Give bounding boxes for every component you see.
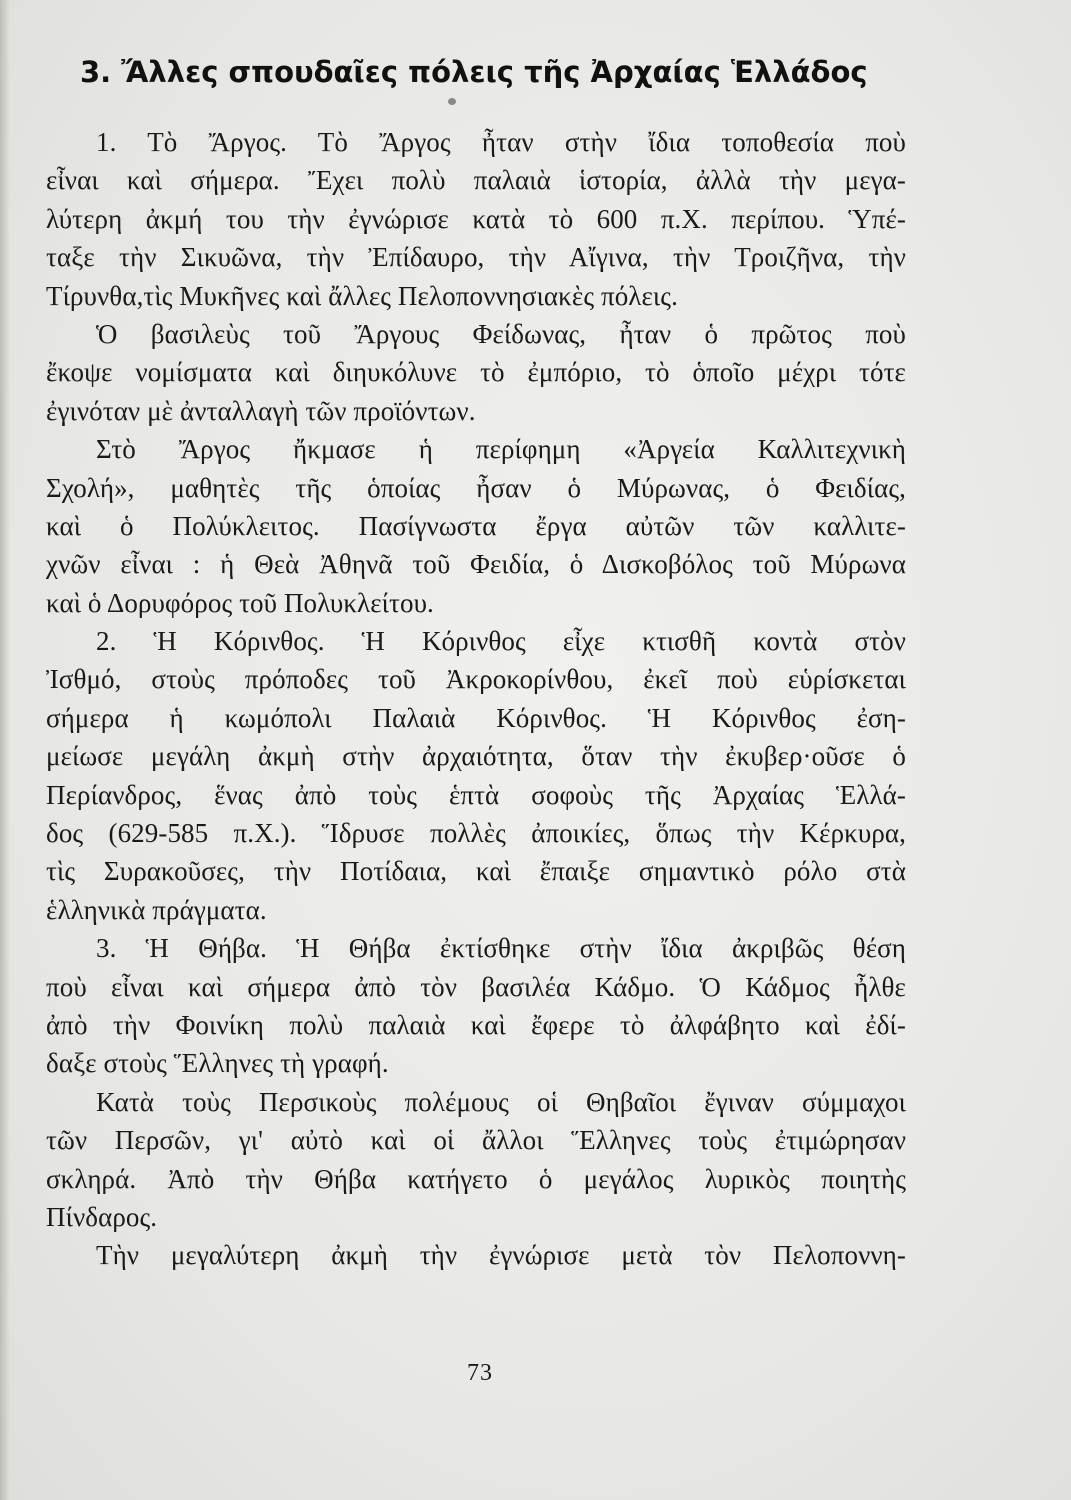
text-line: Περίανδρος, ἕνας ἀπὸ τοὺς ἑπτὰ σοφοὺς τῆς Ἀρχαίας Ἑλλά- <box>46 779 906 810</box>
text-line: 3. Ἡ Θήβα. Ἡ Θήβα ἐκτίσθηκε στὴν ἴδια ἀκριβῶς θέση <box>96 933 906 964</box>
text-line: σκληρά. Ἀπὸ τὴν Θήβα κατήγετο ὁ μεγάλος λυρικὸς ποιητὴς <box>46 1163 906 1194</box>
text-line: 1. Τὸ Ἄργος. Τὸ Ἄργος ἦταν στὴν ἴδια τοποθεσία ποὺ <box>96 127 906 157</box>
text-line: καὶ ὁ Δορυφόρος τοῦ Πολυκλείτου. <box>46 587 434 618</box>
text-line: 2. Ἡ Κόρινθος. Ἡ Κόρινθος εἶχε κτισθῆ κοντὰ στὸν <box>96 626 906 657</box>
text-line: Σχολή», μαθητὲς τῆς ὁποίας ἦσαν ὁ Μύρωνας, ὁ Φειδίας, <box>46 472 906 503</box>
text-line: Ὁ βασιλεὺς τοῦ Ἄργους Φείδωνας, ἦταν ὁ πρῶτος ποὺ <box>96 318 906 349</box>
text-line: ἀπὸ τὴν Φοινίκη πολὺ παλαιὰ καὶ ἔφερε τὸ ἀλφάβητο καὶ ἐδί- <box>46 1009 906 1040</box>
binding-shadow <box>0 0 10 1500</box>
text-line: δος (629-585 π.Χ.). Ἵδρυσε πολλὲς ἀποικίες, ὅπως τὴν Κέρκυρα, <box>46 818 906 849</box>
text-line: Στὸ Ἄργος ἤκμασε ἡ περίφημη «Ἀργεία Καλλιτεχνικὴ <box>96 434 906 465</box>
text-line: εἶναι καὶ σήμερα. Ἔχει πολὺ παλαιὰ ἱστορία, ἀλλὰ τὴν μεγα- <box>46 165 906 196</box>
text-line: Τίρυνθα,τὶς Μυκῆνες καὶ ἄλλες Πελοποννησιακὲς πόλεις. <box>46 280 678 311</box>
text-line: σήμερα ἡ κωμόπολι Παλαιὰ Κόρινθος. Ἡ Κόρινθος ἐση- <box>46 702 906 733</box>
text-line: ποὺ εἶναι καὶ σήμερα ἀπὸ τὸν βασιλέα Κάδμο. Ὁ Κάδμος ἦλθε <box>46 971 906 1002</box>
text-line: ταξε τὴν Σικυῶνα, τὴν Ἐπίδαυρο, τὴν Αἴγινα, τὴν Τροιζῆνα, τὴν <box>46 242 906 273</box>
text-line: ἔκοψε νομίσματα καὶ διηυκόλυνε τὸ ἐμπόριο, τὸ ὁποῖο μέχρι τότε <box>46 357 906 388</box>
ink-spot <box>448 98 456 105</box>
text-line: δαξε στοὺς Ἕλληνες τὴ γραφή. <box>46 1048 389 1079</box>
text-line: χνῶν εἶναι : ἡ Θεὰ Ἀθηνᾶ τοῦ Φειδία, ὁ Δισκοβόλος τοῦ Μύρωνα <box>46 549 906 580</box>
body-text <box>46 123 906 1275</box>
text-line: ἐγινόταν μὲ ἀνταλλαγὴ τῶν προϊόντων. <box>46 395 476 426</box>
page-number: 73 <box>467 1360 493 1386</box>
text-line: μείωσε μεγάλη ἀκμὴ στὴν ἀρχαιότητα, ὅταν τὴν ἐκυβερ·οῦσε ὁ <box>46 741 906 772</box>
text-line: Ἰσθμό, στοὺς πρόποδες τοῦ Ἀκροκορίνθου, ἐκεῖ ποὺ εὑρίσκεται <box>46 664 906 695</box>
section-heading: 3. Ἄλλες σπουδαῖες πόλεις τῆς Ἀρχαίας Ἑλλάδος <box>80 55 868 89</box>
text-line: λύτερη ἀκμή του τὴν ἐγνώρισε κατὰ τὸ 600 π.Χ. περίπου. Ὑπέ- <box>46 203 906 234</box>
text-line: τῶν Περσῶν, γι' αὐτὸ καὶ οἱ ἄλλοι Ἕλληνες τοὺς ἐτιμώρησαν <box>46 1125 906 1156</box>
text-line: Κατὰ τοὺς Περσικοὺς πολέμους οἱ Θηβαῖοι ἔγιναν σύμμαχοι <box>96 1086 906 1117</box>
text-line: Πίνδαρος. <box>46 1201 158 1232</box>
text-line: καὶ ὁ Πολύκλειτος. Πασίγνωστα ἔργα αὐτῶν τῶν καλλιτε- <box>46 510 906 541</box>
text-line: Τὴν μεγαλύτερη ἀκμὴ τὴν ἐγνώρισε μετὰ τὸν Πελοποννη- <box>96 1240 906 1271</box>
text-line: τὶς Συρακοῦσες, τὴν Ποτίδαια, καὶ ἔπαιξε σημαντικὸ ρόλο στὰ <box>46 856 906 887</box>
text-line: ἑλληνικὰ πράγματα. <box>46 894 267 925</box>
